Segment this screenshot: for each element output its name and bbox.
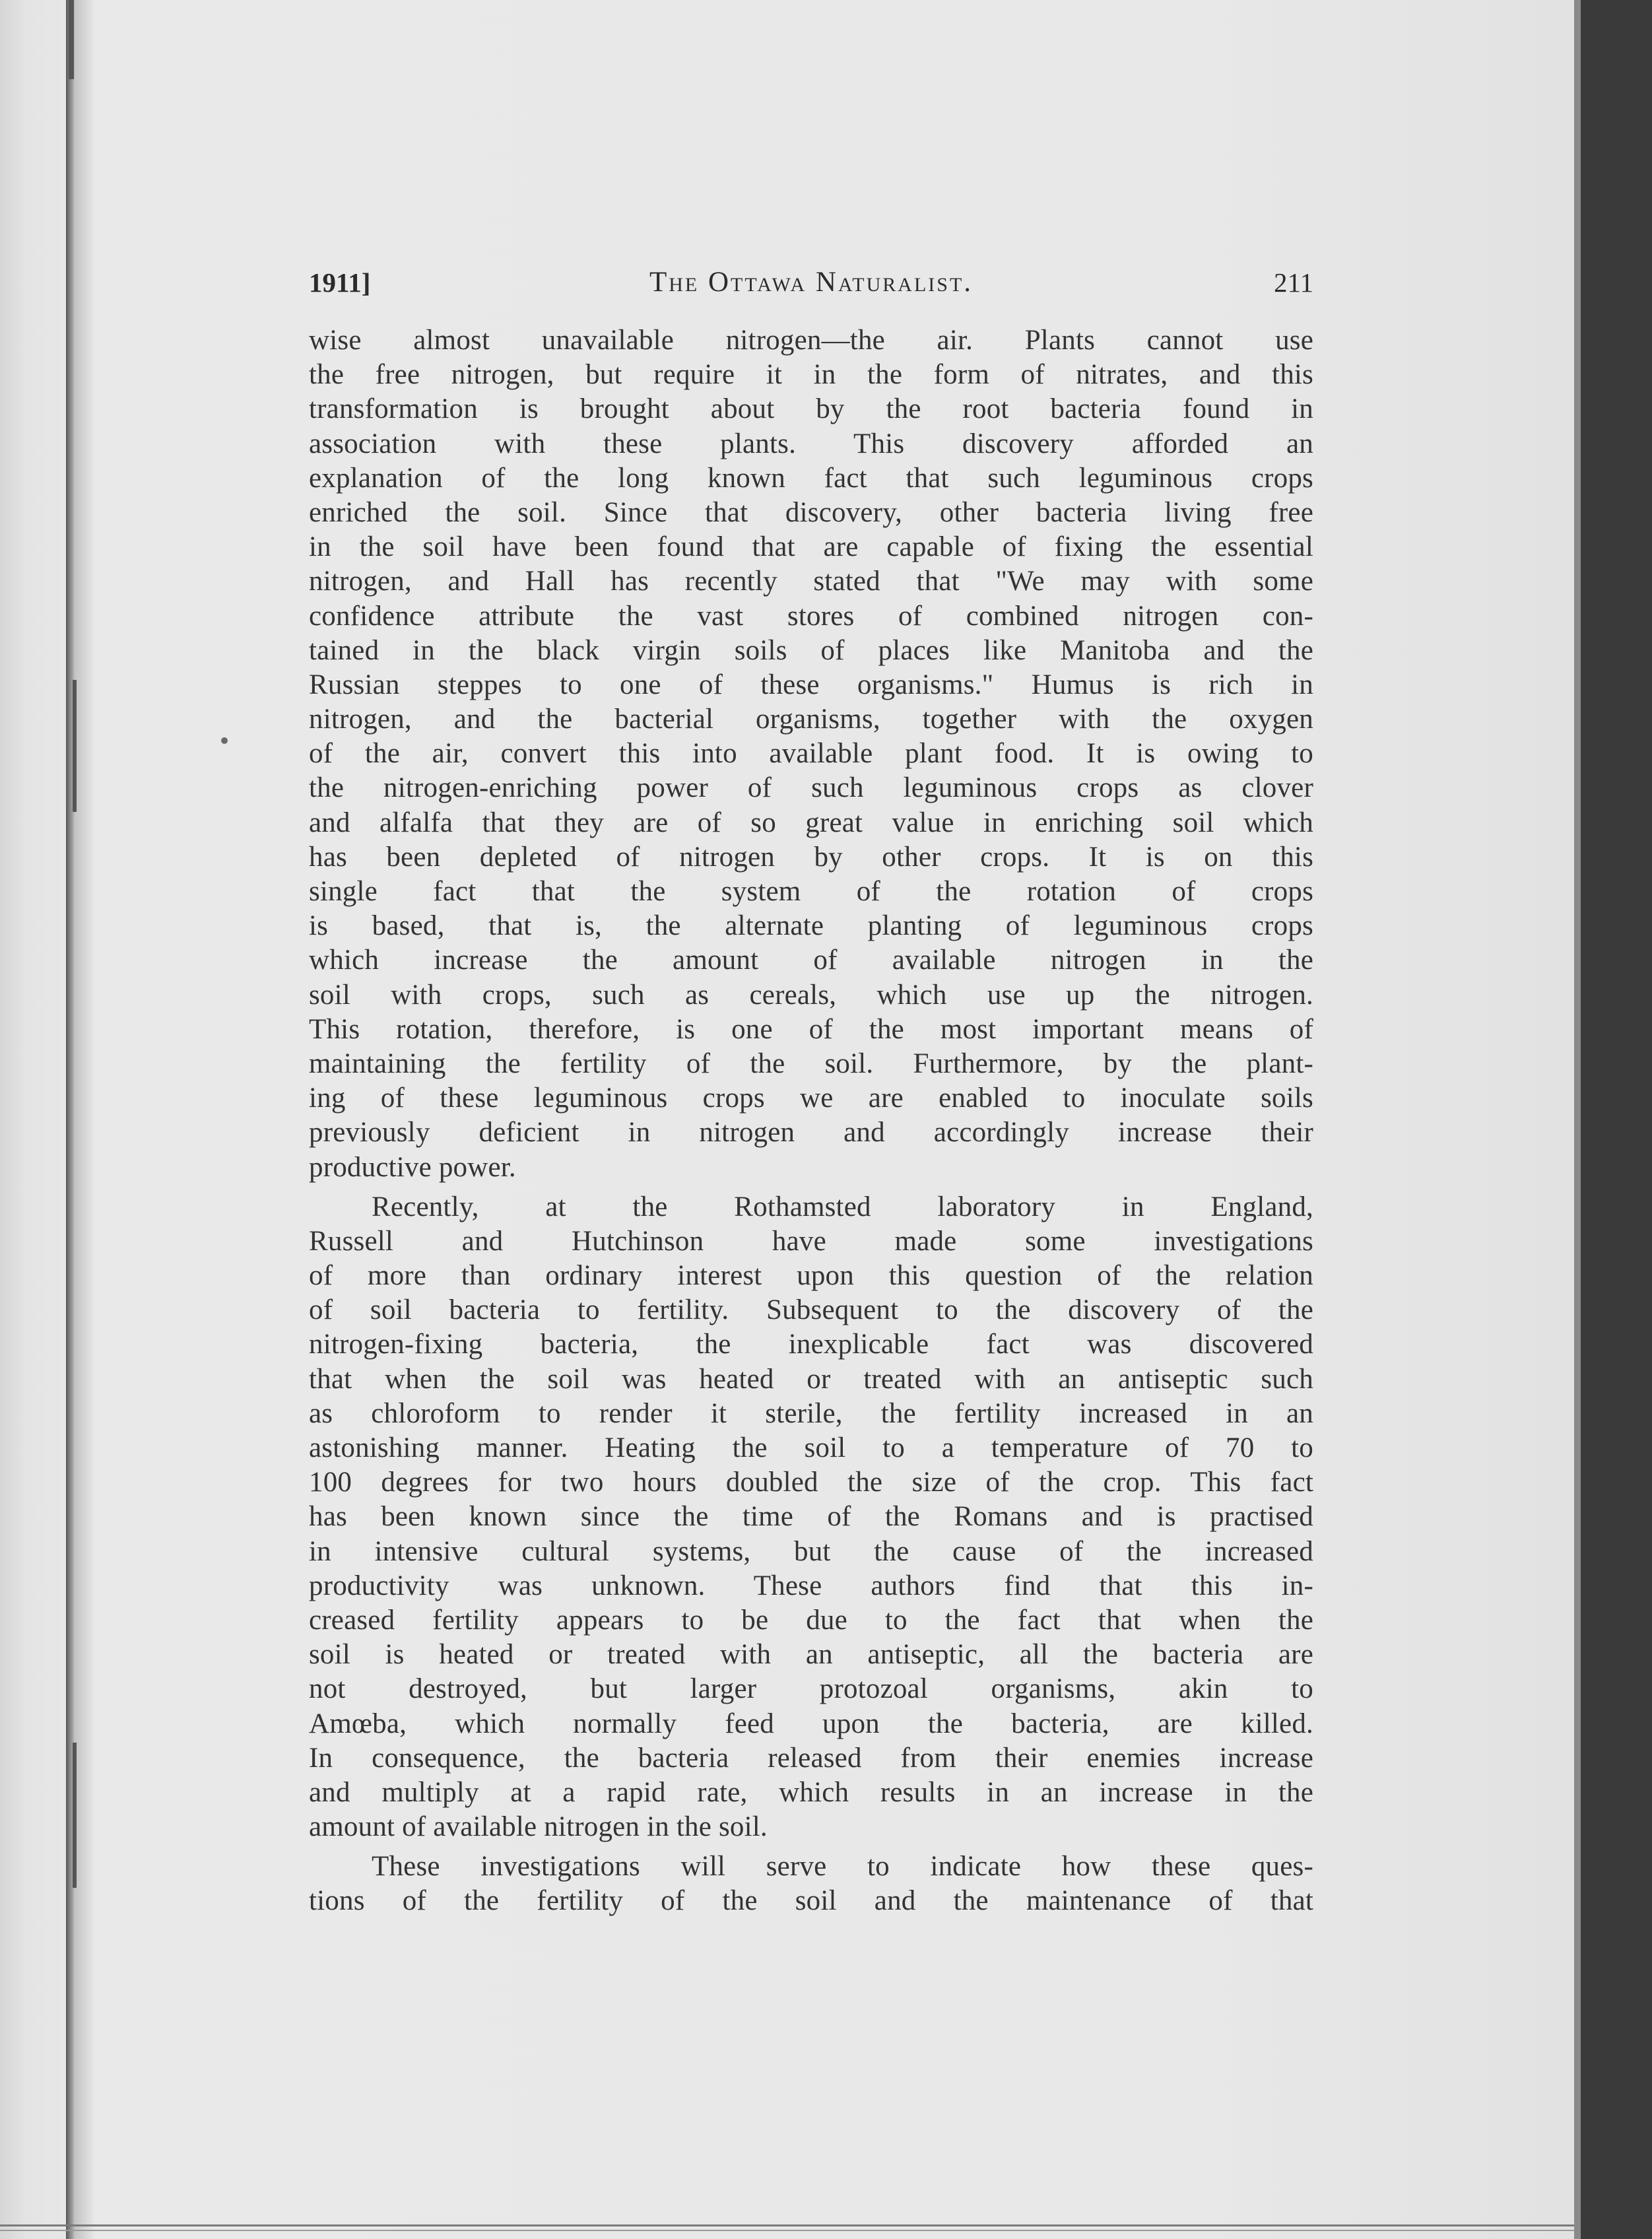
text-line: ing of these leguminous crops we are enabled to inoculate soils xyxy=(309,1083,1313,1114)
running-head-title: The Ottawa Naturalist. xyxy=(649,267,974,298)
text-line: Russian steppes to one of these organisms." Humus is rich in xyxy=(309,669,1313,700)
text-line: the free nitrogen, but require it in the form of nitrates, and this xyxy=(309,359,1313,391)
paragraph-gap xyxy=(309,1844,1313,1850)
text-line: productivity was unknown. These authors find that this in- xyxy=(309,1570,1313,1601)
text-line: and multiply at a rapid rate, which results in an increase in the xyxy=(309,1776,1313,1808)
running-head xyxy=(309,263,1313,302)
ink-speck xyxy=(221,737,228,744)
text-line: as chloroform to render it sterile, the fertility increased in an xyxy=(309,1397,1313,1429)
text-line: of more than ordinary interest upon this question of the relation xyxy=(309,1260,1313,1292)
text-line: tained in the black virgin soils of places like Manitoba and the xyxy=(309,634,1313,666)
text-line: creased fertility appears to be due to the fact that when the xyxy=(309,1604,1313,1636)
text-line: In consequence, the bacteria released from their enemies increase xyxy=(309,1742,1313,1774)
text-line: of soil bacteria to fertility. Subsequent to the discovery of the xyxy=(309,1294,1313,1326)
page-bottom-edge xyxy=(0,2224,1574,2226)
page-right-edge xyxy=(1574,0,1581,2239)
text-line: Recently, at the Rothamsted laboratory in England, xyxy=(372,1191,1313,1222)
article-body xyxy=(309,323,1313,1919)
binding-shadow xyxy=(75,0,95,2239)
text-line: nitrogen, and Hall has recently stated that "We may with some xyxy=(309,566,1313,597)
text-line: confidence attribute the vast stores of combined nitrogen con- xyxy=(309,600,1313,632)
binding-mark xyxy=(73,680,77,812)
text-line: which increase the amount of available nitrogen in the xyxy=(309,945,1313,976)
text-line: of the air, convert this into available plant food. It is owing to xyxy=(309,738,1313,770)
text-line: and alfalfa that they are of so great value in enriching soil which xyxy=(309,807,1313,838)
text-line: soil with crops, such as cereals, which use up the nitrogen. xyxy=(309,979,1313,1011)
text-line: These investigations will serve to indicate how these ques- xyxy=(372,1851,1313,1883)
text-line: nitrogen, and the bacterial organisms, together with the oxygen xyxy=(309,704,1313,735)
text-line: in intensive cultural systems, but the cause of the increased xyxy=(309,1535,1313,1567)
text-line: Russell and Hutchinson have made some investigations xyxy=(309,1225,1313,1257)
paragraph xyxy=(309,1850,1313,1918)
page-number: 211 xyxy=(1274,267,1313,298)
text-line: explanation of the long known fact that such leguminous crops xyxy=(309,462,1313,494)
text-line: amount of available nitrogen in the soil. xyxy=(309,1811,768,1843)
text-line: 100 degrees for two hours doubled the size of the crop. This fact xyxy=(309,1467,1313,1498)
text-line: in the soil have been found that are capable of fixing the essential xyxy=(309,531,1313,563)
binding-edge xyxy=(66,0,75,2239)
scanner-background xyxy=(1574,0,1652,2239)
text-line: This rotation, therefore, is one of the most important means of xyxy=(309,1013,1313,1045)
text-line: enriched the soil. Since that discovery, other bacteria living free xyxy=(309,496,1313,528)
paragraph xyxy=(309,1190,1313,1845)
text-line: transformation is brought about by the root bacteria found in xyxy=(309,393,1313,425)
binding-mark xyxy=(69,0,74,79)
text-line: wise almost unavailable nitrogen—the air. Plants cannot use xyxy=(309,325,1313,356)
text-line: is based, that is, the alternate planting of leguminous crops xyxy=(309,910,1313,942)
text-line: astonishing manner. Heating the soil to a temperature of 70 to xyxy=(309,1432,1313,1463)
running-head-year: 1911] xyxy=(309,267,371,298)
text-line: productive power. xyxy=(309,1151,516,1183)
paragraph-gap xyxy=(309,1185,1313,1190)
text-line: Amœba, which normally feed upon the bacteria, are killed. xyxy=(309,1708,1313,1739)
text-line: previously deficient in nitrogen and accordingly increase their xyxy=(309,1117,1313,1149)
text-line: not destroyed, but larger protozoal organisms, akin to xyxy=(309,1673,1313,1705)
text-line: has been known since the time of the Romans and is practised xyxy=(309,1501,1313,1533)
binding-mark xyxy=(73,1743,77,1888)
text-line: tions of the fertility of the soil and the maintenance of that xyxy=(309,1885,1313,1917)
text-line: has been depleted of nitrogen by other crops. It is on this xyxy=(309,841,1313,873)
page-bottom-edge xyxy=(0,2230,1574,2231)
text-line: single fact that the system of the rotation of crops xyxy=(309,876,1313,907)
text-line: that when the soil was heated or treated with an antiseptic such xyxy=(309,1363,1313,1395)
text-line: the nitrogen-enriching power of such leguminous crops as clover xyxy=(309,772,1313,804)
text-line: soil is heated or treated with an antiseptic, all the bacteria are xyxy=(309,1639,1313,1671)
paragraph xyxy=(309,323,1313,1185)
text-line: maintaining the fertility of the soil. Furthermore, by the plant- xyxy=(309,1048,1313,1079)
text-line: nitrogen-fixing bacteria, the inexplicable fact was discovered xyxy=(309,1329,1313,1360)
text-line: association with these plants. This discovery afforded an xyxy=(309,428,1313,459)
